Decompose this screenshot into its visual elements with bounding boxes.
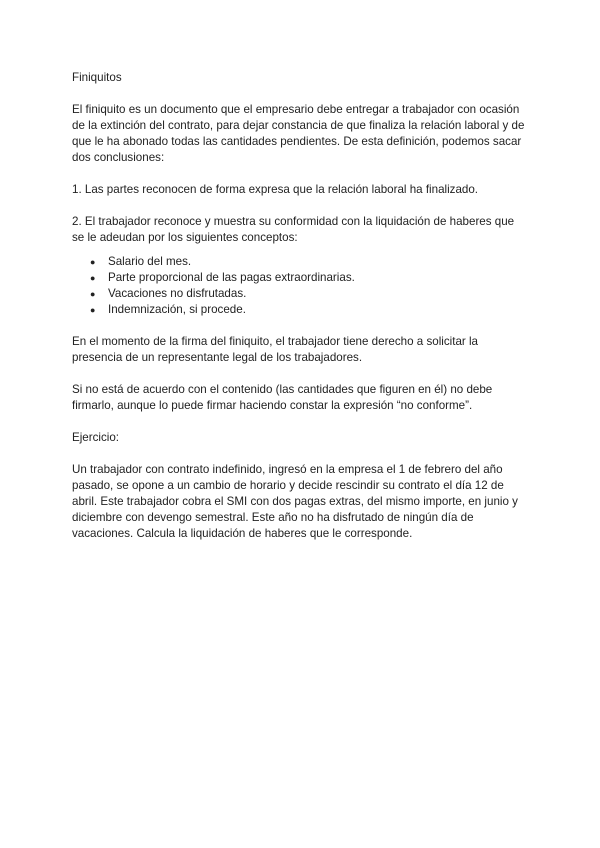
exercise-heading: Ejercicio: — [72, 431, 120, 444]
list-item-text: Salario del mes. — [108, 255, 192, 268]
list-item-text: Indemnización, si procede. — [108, 303, 246, 316]
list-item — [90, 254, 528, 270]
bullet-icon: ● — [90, 273, 96, 283]
list-item — [90, 270, 528, 286]
list-item — [90, 286, 528, 302]
concepts-list — [72, 254, 528, 318]
document-title: Finiquitos — [72, 71, 122, 84]
bullet-icon: ● — [90, 257, 96, 267]
intro-paragraph: El finiquito es un documento que el empresario debe entregar a trabajador con ocasión de la extinción del contrato, para dejar constancia de que finaliza la relación laboral y de que le ha abonado todas las cantidades pendientes. De esta definición, podemos sacar dos conclusiones: — [72, 103, 525, 164]
conclusion-1-paragraph: 1. Las partes reconocen de forma expresa que la relación laboral ha finalizado. — [72, 183, 479, 196]
bullet-icon: ● — [90, 305, 96, 315]
disagreement-note-paragraph: Si no está de acuerdo con el contenido (las cantidades que figuren en él) no debe firmarlo, aunque lo puede firmar haciendo constar la expresión “no conforme”. — [72, 383, 493, 412]
list-item-text: Vacaciones no disfrutadas. — [108, 287, 247, 300]
signature-note-paragraph: En el momento de la firma del finiquito, el trabajador tiene derecho a solicitar la presencia de un representante legal de los trabajadores. — [72, 335, 479, 364]
list-item — [90, 302, 528, 318]
conclusion-2-paragraph: 2. El trabajador reconoce y muestra su conformidad con la liquidación de haberes que se le adeudan por los siguientes conceptos: — [72, 215, 515, 244]
list-item-text: Parte proporcional de las pagas extraordinarias. — [108, 271, 355, 284]
bullet-icon: ● — [90, 289, 96, 299]
exercise-paragraph: Un trabajador con contrato indefinido, ingresó en la empresa el 1 de febrero del año pasado, se opone a un cambio de horario y decide rescindir su contrato el día 12 de abril. Este trabajador cobra el SMI con dos pagas extras, del mismo importe, en junio y diciembre con devengo semestral. Este año no ha disfrutado de ningún día de vacaciones. Calcula la liquidación de haberes que le corresponde. — [72, 463, 518, 540]
